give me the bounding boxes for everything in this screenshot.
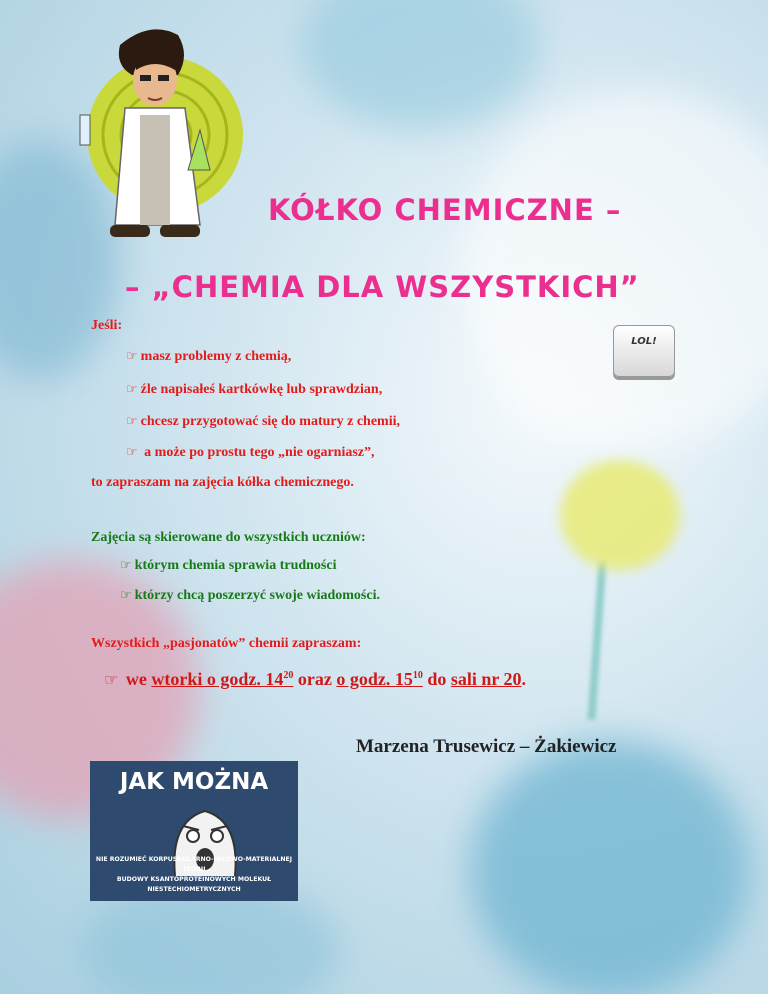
intro-label: Jeśli: (91, 318, 123, 333)
pointing-hand-icon: ☞ (104, 670, 119, 689)
chemist-illustration (60, 20, 280, 250)
intro-item-1: ☞ masz problemy z chemią, (126, 349, 292, 364)
pointing-hand-icon: ☞ (126, 349, 138, 364)
pointing-hand-icon: ☞ (126, 382, 138, 397)
title-line-2: – „CHEMIA DLA WSZYSTKICH” (125, 270, 640, 304)
audience-item-1: ☞ którym chemia sprawia trudności (120, 558, 337, 573)
lol-key-badge (613, 325, 675, 377)
lol-label: LOL! (631, 336, 657, 347)
intro-item-3: ☞ chcesz przygotować się do matury z chemii, (126, 414, 400, 429)
audience-item-2: ☞ którzy chcą poszerzyć swoje wiadomości. (120, 588, 380, 603)
invite-label: Wszystkich „pasjonatów” chemii zapraszam: (91, 636, 362, 651)
intro-item-4: ☞ a może po prostu tego „nie ogarniasz”, (126, 445, 375, 460)
author-name: Marzena Trusewicz – Żakiewicz (356, 736, 617, 757)
intro-closing: to zapraszam na zajęcia kółka chemicznego. (91, 475, 354, 490)
meme-bottom-text: NIE ROZUMIEĆ KORPUSKULARNO-FALOWO-MATERIALNEJ TEORII BUDOWY KSANTOPROTEINOWYCH MOLEKUŁ NIESTECHIOMETRYCZNYCH (95, 856, 293, 893)
pointing-hand-icon: ☞ (126, 414, 138, 429)
schedule-tuesday: wtorki o godz. $14^{20}$ (151, 669, 294, 689)
schedule-line: ☞ we wtorki o godz. $14^{20}$ oraz o godz. $15^{10}$ do sali nr 20. (104, 669, 527, 689)
intro-item-2: ☞ źle napisałeś kartkówkę lub sprawdzian, (126, 382, 383, 397)
pointing-hand-icon: ☞ (120, 558, 132, 573)
pointing-hand-icon: ☞ (126, 445, 138, 460)
room-number: sali nr 20 (450, 669, 522, 689)
title-line-1: KÓŁKO CHEMICZNE – (268, 193, 622, 227)
pointing-hand-icon: ☞ (120, 588, 132, 603)
meme-image (90, 761, 298, 901)
audience-label: Zajęcia są skierowane do wszystkich uczniów: (91, 530, 366, 545)
schedule-second-time: o godz. $15^{10}$ (336, 669, 423, 689)
meme-top-text: JAK MOŻNA (119, 769, 269, 795)
